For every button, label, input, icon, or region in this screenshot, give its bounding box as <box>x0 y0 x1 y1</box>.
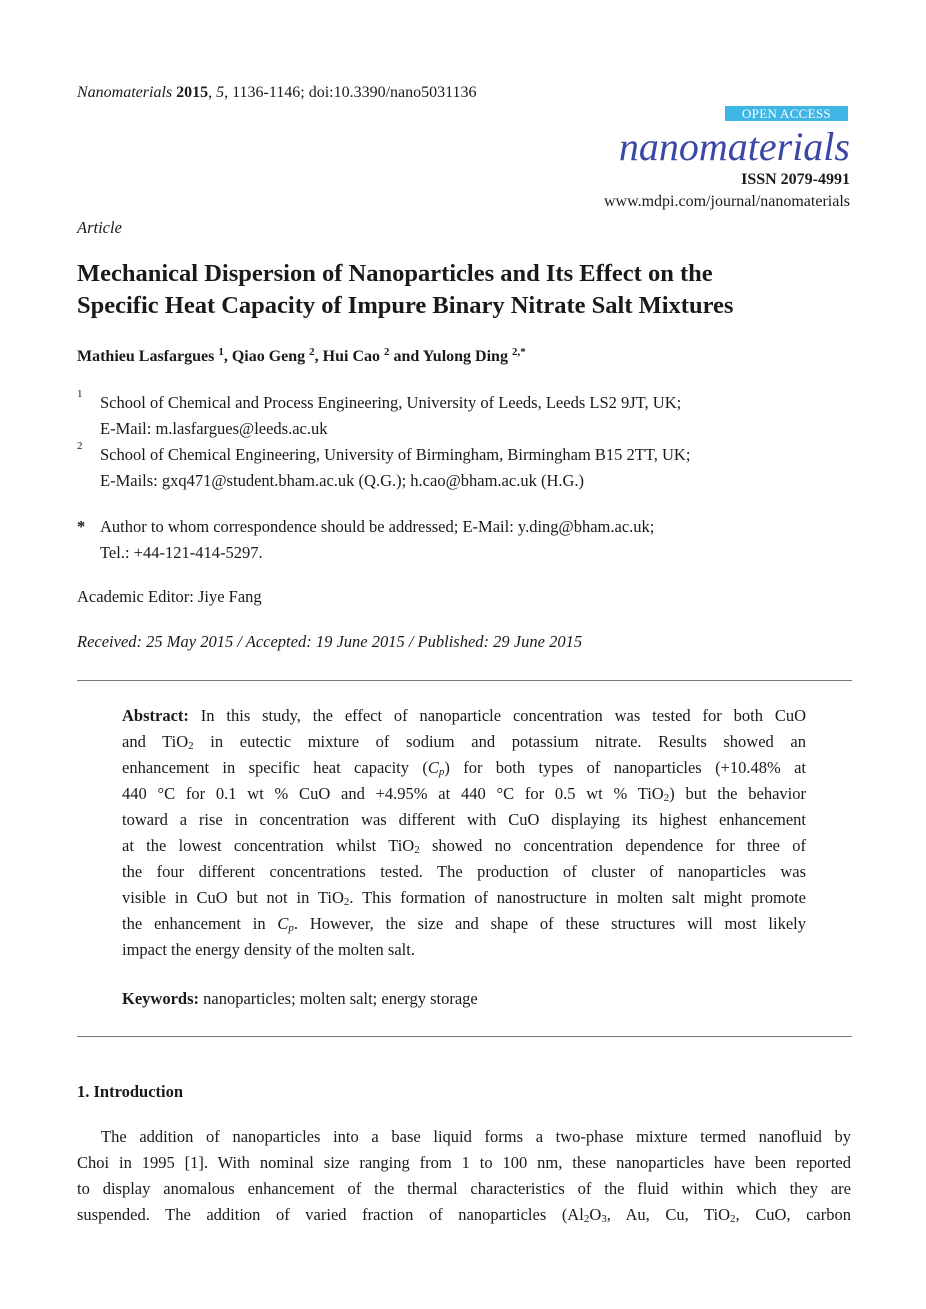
abstract-line: 440 °C for 0.1 wt % CuO and +4.95% at 440 °C for 0.5 wt % TiO$_2$) but the behavior <box>122 784 806 804</box>
affiliation-line: School of Chemical and Process Engineering, University of Leeds, Leeds LS2 9JT, UK; <box>100 393 682 412</box>
issn: ISSN 2079-4991 <box>741 171 850 188</box>
author-affiliation: 2,* <box>511 346 526 358</box>
correspondence-phone: Tel.: +44-121-414-5297. <box>100 543 263 562</box>
author-name: Qiao Geng <box>231 348 306 365</box>
author-affiliation: 2 <box>309 346 315 358</box>
author-name: Hui Cao <box>322 348 381 365</box>
divider <box>77 1036 852 1037</box>
keywords-text: nanoparticles; molten salt; energy storage <box>203 989 478 1008</box>
open-access-label: OPEN ACCESS <box>742 106 831 121</box>
title-line-1: Mechanical Dispersion of Nanoparticles and Its Effect on the <box>77 260 713 287</box>
affiliation-number: 2 <box>77 440 83 452</box>
abstract-line: the enhancement in $C_p$. However, the size and shape of these structures will most likely <box>122 914 806 934</box>
paragraph-line: Choi in 1995 [1]. With nominal size ranging from 1 to 100 nm, these nanoparticles have been reported <box>77 1153 851 1172</box>
affiliation-email: E-Mail: m.lasfargues@leeds.ac.uk <box>100 419 328 438</box>
paragraph-line: to display anomalous enhancement of the thermal characteristics of the fluid within which they are <box>77 1179 851 1198</box>
author-name: Mathieu Lasfargues <box>77 348 215 365</box>
open-access-badge <box>725 106 848 121</box>
abstract-line: the four different concentrations tested. The production of cluster of nanoparticles was <box>122 862 806 881</box>
keywords <box>122 986 478 1012</box>
abstract-line: at the lowest concentration whilst TiO$_2$ showed no concentration dependence for three of <box>122 836 807 856</box>
paragraph-line: The addition of nanoparticles into a base liquid forms a two-phase mixture termed nanofluid by <box>101 1127 851 1146</box>
citation-year: 2015 <box>176 84 209 101</box>
author-name: Yulong Ding <box>422 348 508 365</box>
correspondence-line: Author to whom correspondence should be addressed; E-Mail: y.ding@bham.ac.uk; <box>100 517 655 536</box>
paragraph-line: suspended. The addition of varied fraction of nanoparticles ($Al_2O_3$, Au, Cu, TiO$_2$, CuO, carbon <box>77 1205 851 1225</box>
page-title <box>77 258 733 322</box>
abstract-line: visible in CuO but not in TiO$_2$. This formation of nanostructure in molten salt might promote <box>122 888 806 908</box>
journal-logo: nanomaterials <box>618 124 850 169</box>
intro-paragraph <box>77 1124 851 1228</box>
affiliation-number: 1 <box>77 388 83 400</box>
abstract-line: Abstract: In this study, the effect of nanoparticle concentration was tested for both CuO <box>122 706 807 725</box>
correspondence-marker: * <box>77 517 86 536</box>
publication-dates: Received: 25 May 2015 / Accepted: 19 June 2015 / Published: 29 June 2015 <box>77 632 583 651</box>
abstract-line: toward a rise in concentration was different with CuO displaying its highest enhancement <box>122 810 806 829</box>
divider <box>77 680 852 681</box>
title-line-2: Specific Heat Capacity of Impure Binary Nitrate Salt Mixtures <box>77 292 734 319</box>
citation-rest: , 1136-1146; doi:10.3390/nano5031136 <box>224 84 477 101</box>
abstract-line: impact the energy density of the molten salt. <box>122 940 415 959</box>
journal-url[interactable]: www.mdpi.com/journal/nanomaterials <box>603 193 850 210</box>
affiliation-email: E-Mails: gxq471@student.bham.ac.uk (Q.G.); h.cao@bham.ac.uk (H.G.) <box>100 471 585 490</box>
author-affiliation: 1 <box>218 346 224 358</box>
abstract-line: and TiO$_2$ in eutectic mixture of sodium and potassium nitrate. Results showed an <box>122 732 807 752</box>
affiliation-line: School of Chemical Engineering, University of Birmingham, Birmingham B15 2TT, UK; <box>100 445 691 464</box>
abstract-line: enhancement in specific heat capacity $(C_p)$ for both types of nanoparticles (+10.48% at <box>122 758 806 778</box>
author-affiliation: 2 <box>384 346 390 358</box>
abstract-label: Abstract: <box>122 706 189 725</box>
citation-volume: 5 <box>216 84 225 101</box>
citation-journal: Nanomaterials <box>77 84 173 101</box>
section-heading: 1. Introduction <box>77 1082 184 1101</box>
keywords-label: Keywords: <box>122 989 199 1008</box>
authors: Mathieu Lasfargues $^1$, Qiao Geng $^2$, Hui Cao $^2$ and Yulong Ding $^{2,*}$ <box>77 346 526 365</box>
citation-line: Nanomaterials 2015, 5, 1136-1146; doi:10.3390/nano5031136 <box>77 84 477 101</box>
abstract <box>122 703 806 963</box>
academic-editor: Academic Editor: Jiye Fang <box>77 587 262 606</box>
article-type: Article <box>77 218 122 237</box>
